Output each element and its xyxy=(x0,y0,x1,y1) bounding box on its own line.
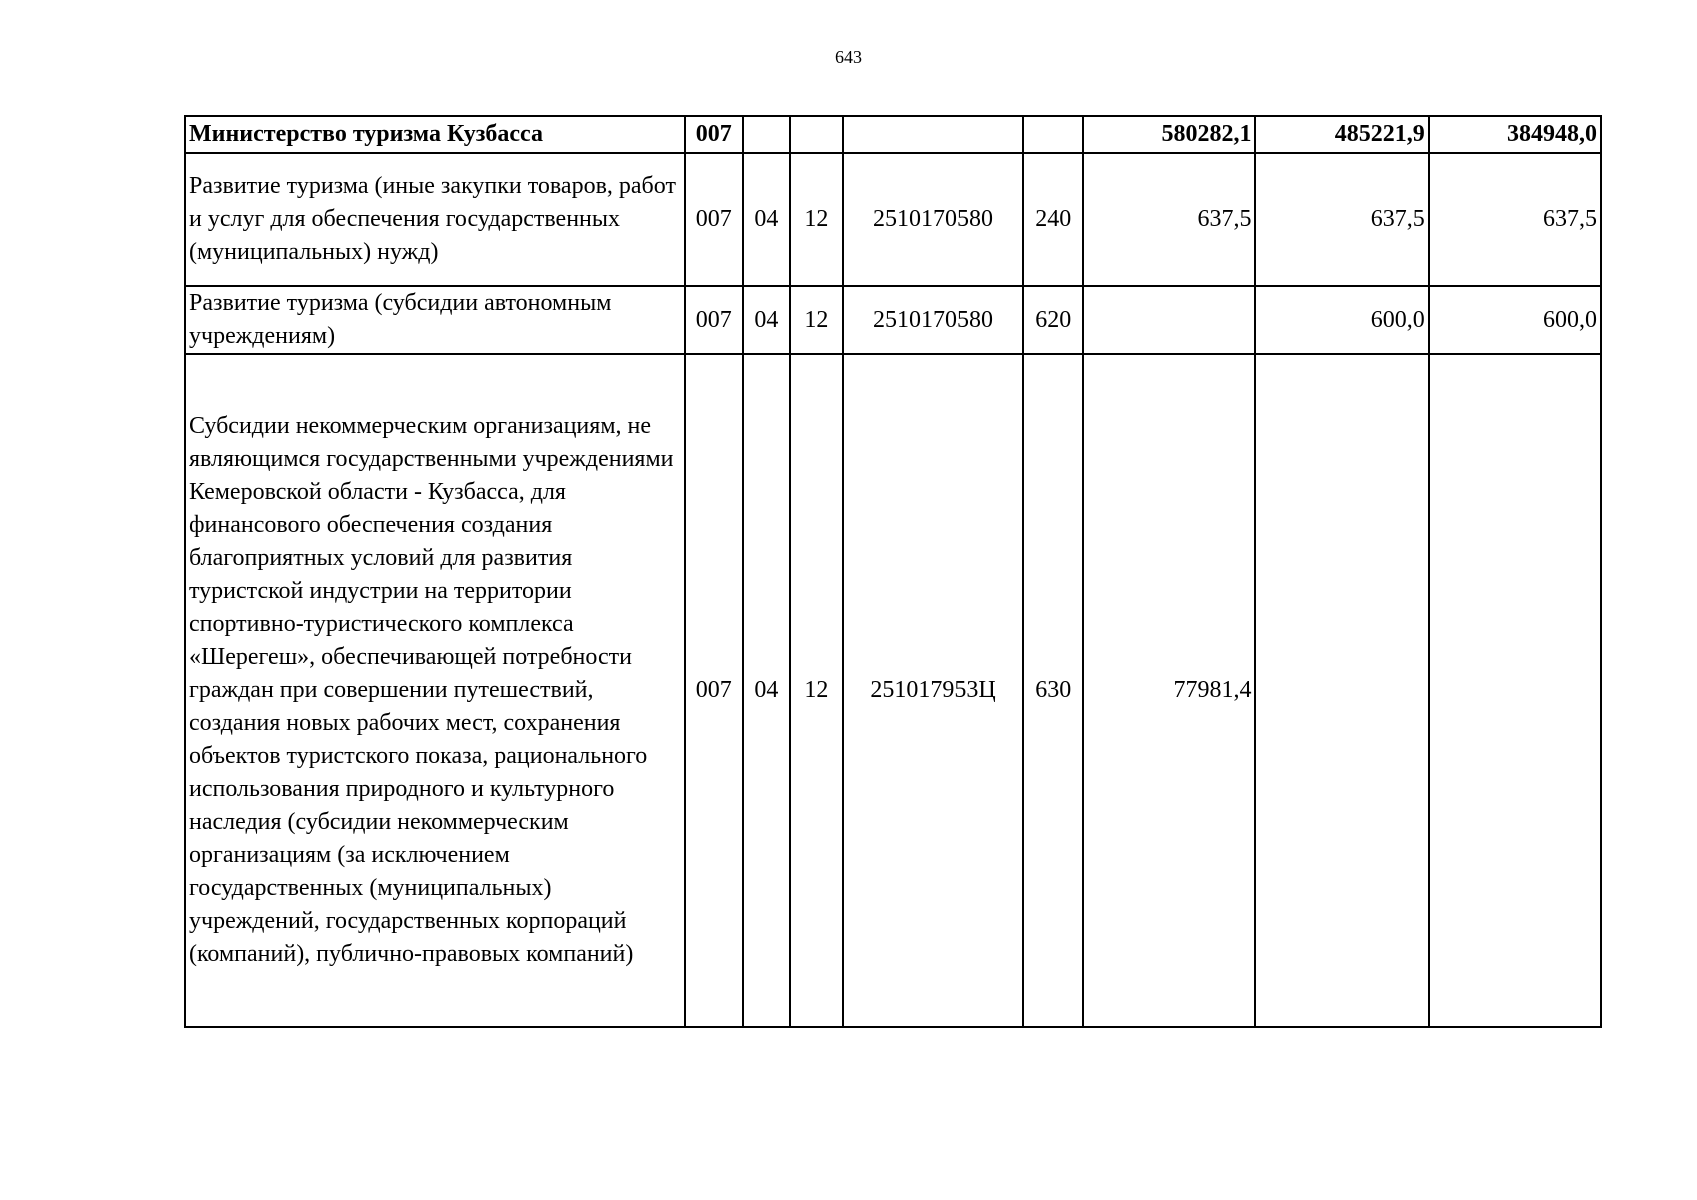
amount-year-2-cell: 637,5 xyxy=(1255,153,1428,286)
page-number: 643 xyxy=(835,47,862,67)
budget-table xyxy=(184,115,1602,1028)
expense-type-cell: 630 xyxy=(1023,354,1083,1027)
table-row xyxy=(185,153,1601,286)
subsection-code-cell: 12 xyxy=(790,153,843,286)
amount-year-3-cell: 600,0 xyxy=(1429,286,1601,354)
amount-year-3-cell: 637,5 xyxy=(1429,153,1601,286)
amount-year-2-cell xyxy=(1255,354,1428,1027)
target-article-cell: 251017953Ц xyxy=(843,354,1023,1027)
expense-type-cell: 240 xyxy=(1023,153,1083,286)
table-row xyxy=(185,286,1601,354)
amount-year-1-cell xyxy=(1083,286,1255,354)
amount-year-1-cell: 637,5 xyxy=(1083,153,1255,286)
section-code-cell: 04 xyxy=(743,354,790,1027)
ministry-code-cell: 007 xyxy=(685,354,743,1027)
expense-name-cell: Министерство туризма Кузбасса xyxy=(185,116,685,153)
amount-year-3-cell xyxy=(1429,354,1601,1027)
amount-year-1-cell: 77981,4 xyxy=(1083,354,1255,1027)
subsection-code-cell: 12 xyxy=(790,354,843,1027)
amount-year-3-cell: 384948,0 xyxy=(1429,116,1601,153)
table-row xyxy=(185,354,1601,1027)
subsection-code-cell xyxy=(790,116,843,153)
amount-year-2-cell: 600,0 xyxy=(1255,286,1428,354)
amount-year-2-cell: 485221,9 xyxy=(1255,116,1428,153)
expense-name-cell: Субсидии некоммерческим организациям, не являющимся государственными учреждениями Кемеровской области - Кузбасса, для финансового обеспечения создания благоприятных условий для развития туристской индустрии на территории спортивно-туристического комплекса «Шерегеш», обеспечивающей потребности граждан при совершении путешествий, создания новых рабочих мест, сохранения объектов туристского показа, рационального использования природного и культурного наследия (субсидии некоммерческим организациям (за исключением государственных (муниципальных) учреждений, государственных корпораций (компаний), публично-правовых компаний) xyxy=(185,354,685,1027)
ministry-code-cell: 007 xyxy=(685,153,743,286)
expense-name-cell: Развитие туризма (иные закупки товаров, работ и услуг для обеспечения государственных (муниципальных) нужд) xyxy=(185,153,685,286)
target-article-cell: 2510170580 xyxy=(843,153,1023,286)
ministry-code-cell: 007 xyxy=(685,286,743,354)
expense-type-cell xyxy=(1023,116,1083,153)
target-article-cell: 2510170580 xyxy=(843,286,1023,354)
amount-year-1-cell: 580282,1 xyxy=(1083,116,1255,153)
target-article-cell xyxy=(843,116,1023,153)
section-code-cell: 04 xyxy=(743,153,790,286)
subsection-code-cell: 12 xyxy=(790,286,843,354)
expense-type-cell: 620 xyxy=(1023,286,1083,354)
ministry-code-cell: 007 xyxy=(685,116,743,153)
table-row xyxy=(185,116,1601,153)
expense-name-cell: Развитие туризма (субсидии автономным учреждениям) xyxy=(185,286,685,354)
section-code-cell: 04 xyxy=(743,286,790,354)
section-code-cell xyxy=(743,116,790,153)
